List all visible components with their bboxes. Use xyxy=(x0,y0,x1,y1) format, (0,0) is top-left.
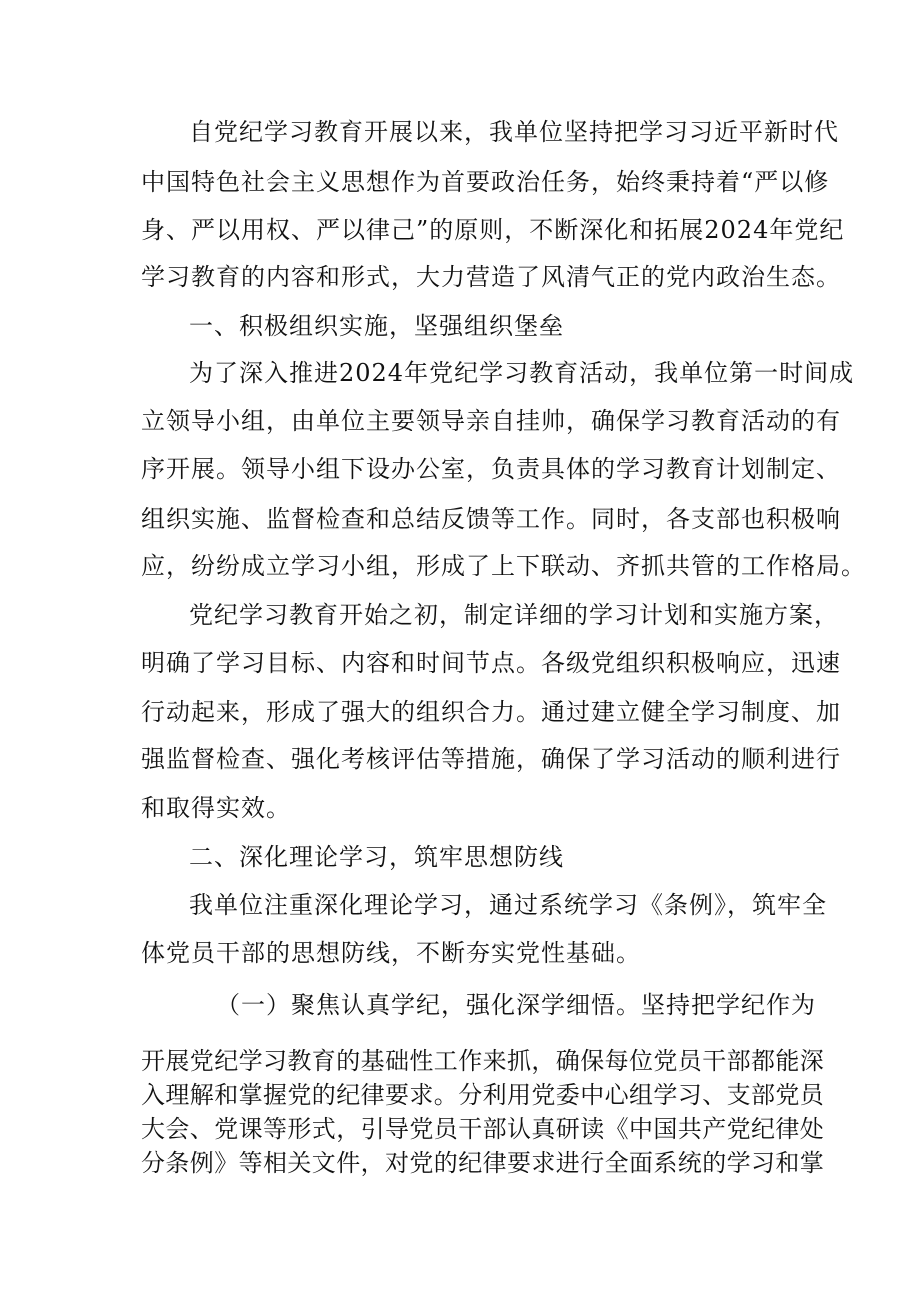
paragraph-3-line-5: 和取得实效。 xyxy=(141,794,291,822)
paragraph-5-line-2: 入理解和掌握党的纪律要求。分利用党委中心组学习、支部党员 xyxy=(141,1081,825,1109)
section-heading-2: 二、深化理论学习，筑牢思想防线 xyxy=(189,843,564,871)
paragraph-3-line-1: 党纪学习教育开始之初，制定详细的学习计划和实施方案， xyxy=(189,601,839,629)
paragraph-3-line-3: 行动起来，形成了强大的组织合力。通过建立健全学习制度、加 xyxy=(141,698,841,726)
paragraph-3-line-2: 明确了学习目标、内容和时间节点。各级党组织积极响应，迅速 xyxy=(141,649,841,677)
paragraph-5-line-1: 开展党纪学习教育的基础性工作来抓，确保每位党员干部都能深 xyxy=(141,1047,825,1075)
section-heading-1: 一、积极组织实施，坚强组织堡垒 xyxy=(189,312,564,340)
paragraph-4-line-2: 体党员干部的思想防线，不断夯实党性基础。 xyxy=(141,939,641,967)
paragraph-1-line-4: 学习教育的内容和形式，大力营造了风清气正的党内政治生态。 xyxy=(141,263,841,291)
paragraph-2-line-5: 应，纷纷成立学习小组，形成了上下联动、齐抓共管的工作格局。 xyxy=(141,552,866,580)
paragraph-1-line-1: 自党纪学习教育开展以来，我单位坚持把学习习近平新时代 xyxy=(189,118,839,146)
paragraph-5-line-3: 大会、党课等形式，引导党员干部认真研读《中国共产党纪律处 xyxy=(141,1115,825,1143)
paragraph-2-line-2: 立领导小组，由单位主要领导亲自挂帅，确保学习教育活动的有 xyxy=(141,407,841,435)
paragraph-5-line-4: 分条例》等相关文件，对党的纪律要求进行全面系统的学习和掌 xyxy=(141,1149,825,1177)
paragraph-2-line-3: 序开展。领导小组下设办公室，负责具体的学习教育计划制定、 xyxy=(141,455,841,483)
paragraph-2-line-1: 为了深入推进2024年党纪学习教育活动，我单位第一时间成 xyxy=(189,359,855,387)
paragraph-3-line-4: 强监督检查、强化考核评估等措施，确保了学习活动的顺利进行 xyxy=(141,745,841,773)
paragraph-1-line-3: 身、严以用权、严以律己”的原则，不断深化和拓展2024年党纪 xyxy=(141,216,845,244)
paragraph-1-line-2: 中国特色社会主义思想作为首要政治任务，始终秉持着“严以修 xyxy=(141,168,830,196)
subsection-heading-1: （一）聚焦认真学纪，强化深学细悟。坚持把学纪作为 xyxy=(216,991,816,1019)
paragraph-4-line-1: 我单位注重深化理论学习，通过系统学习《条例》，筑牢全 xyxy=(189,891,827,919)
paragraph-2-line-4: 组织实施、监督检查和总结反馈等工作。同时，各支部也积极响 xyxy=(141,505,841,533)
